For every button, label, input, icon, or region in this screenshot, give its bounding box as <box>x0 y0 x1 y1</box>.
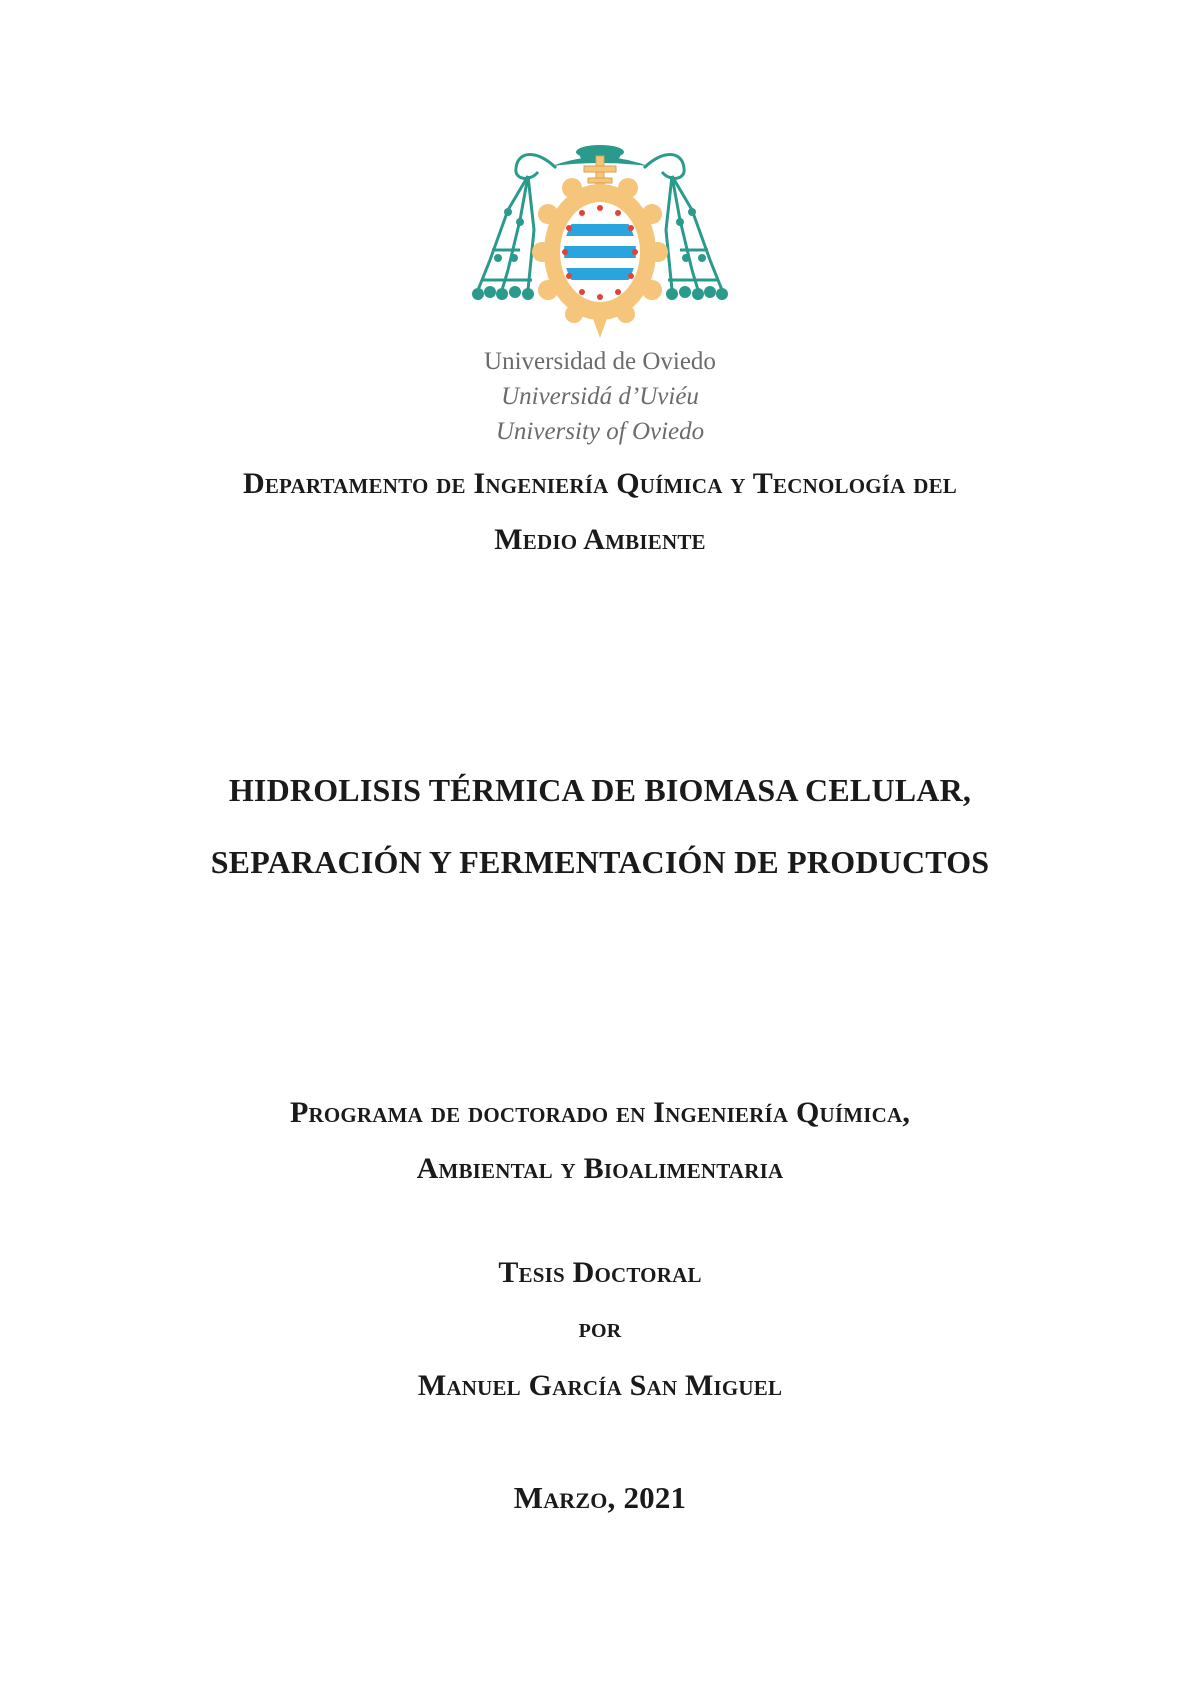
document-type: Tesis Doctoral <box>498 1256 702 1289</box>
university-name-es: Universidad de Oviedo <box>484 348 716 375</box>
doctoral-program <box>0 1085 1200 1197</box>
university-crest-icon <box>468 140 732 340</box>
date-block <box>0 1470 1200 1526</box>
department-line-1: Departamento de Ingeniería Química y Tecnología del <box>242 467 957 500</box>
program-line-1: Programa de doctorado en Ingeniería Química, <box>289 1096 911 1129</box>
university-names <box>0 344 1200 449</box>
thesis-title-line-1: HIDROLISIS TÉRMICA DE BIOMASA CELULAR, <box>228 772 972 808</box>
university-name-ast: Universidá d’Uviéu <box>501 383 699 410</box>
document-type-block <box>0 1245 1200 1301</box>
date: Marzo, 2021 <box>513 1480 687 1515</box>
program-line-2: Ambiental y Bioalimentaria <box>416 1152 784 1185</box>
thesis-title <box>0 754 1200 898</box>
thesis-title-line-2: SEPARACIÓN Y FERMENTACIÓN DE PRODUCTOS <box>210 844 990 880</box>
author-block <box>0 1358 1200 1414</box>
university-name-en: University of Oviedo <box>495 418 705 445</box>
department <box>0 456 1200 568</box>
department-line-2: Medio Ambiente <box>494 523 706 556</box>
author-name: Manuel García San Miguel <box>417 1369 783 1402</box>
by-label-block <box>0 1301 1200 1357</box>
by-label: por <box>578 1313 622 1344</box>
